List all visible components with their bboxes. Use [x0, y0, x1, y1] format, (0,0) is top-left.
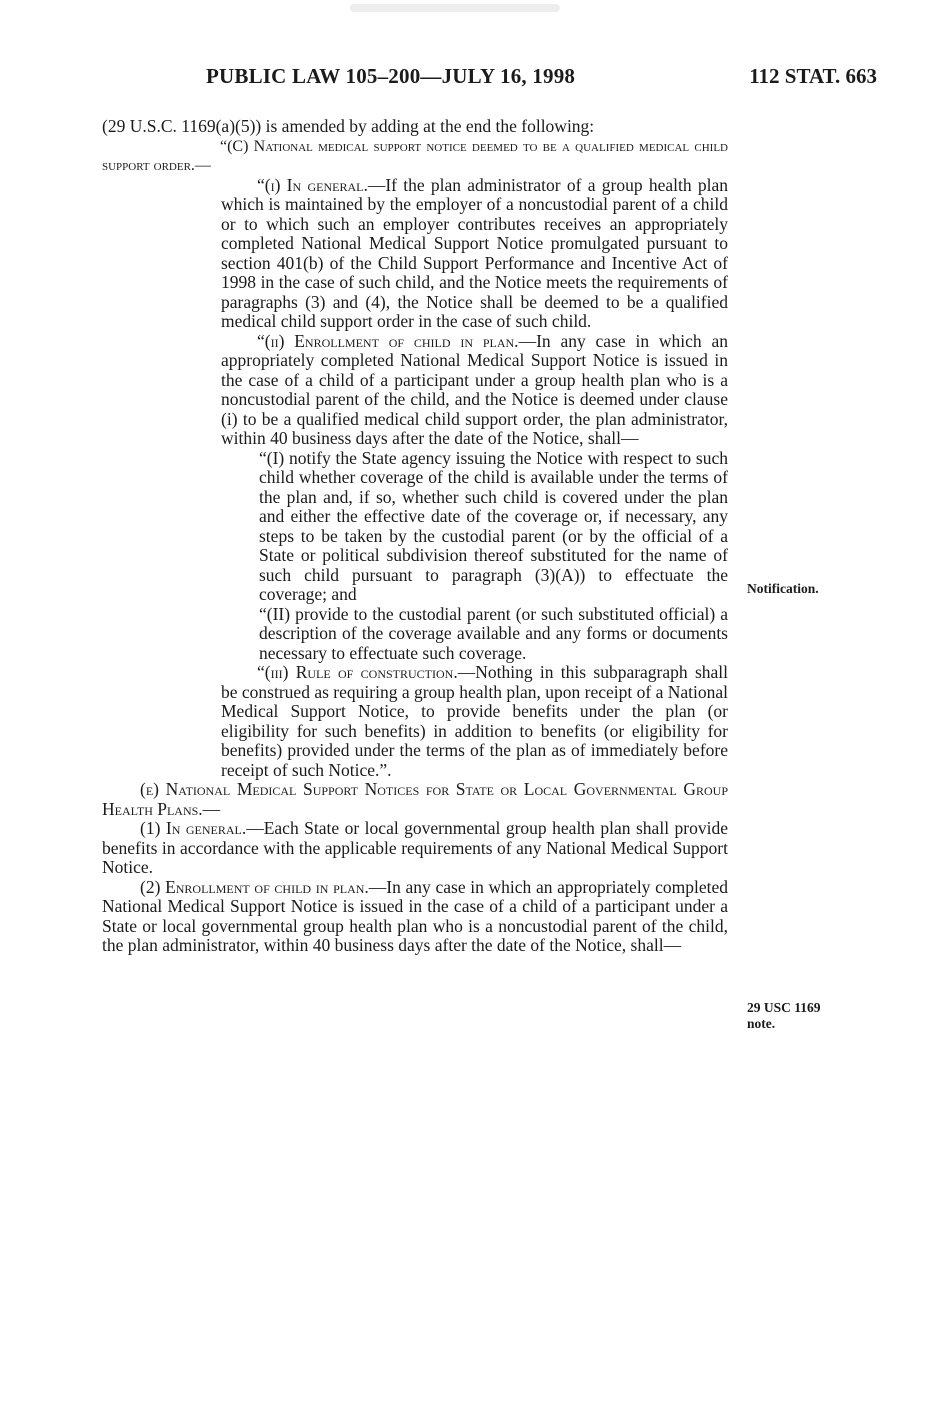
- margin-note-usc-line2: note.: [747, 1016, 776, 1031]
- clause-iii-heading: “(iii) Rule of construction.: [257, 662, 458, 682]
- margin-note-usc-line1: 29 USC 1169: [747, 1000, 821, 1015]
- clause-ii: [221, 332, 728, 449]
- document-body: [102, 117, 728, 956]
- subclause-II: “(II) provide to the custodial parent (or such substituted official) a description of the coverage available and any forms or documents necessary to effectuate such coverage.: [259, 603, 728, 663]
- margin-note-notification: Notification.: [747, 581, 819, 596]
- clause-i-text: —If the plan administrator of a group health plan which is maintained by the employer of a noncustodial parent of a child or to which such an employer contributes receives an appropriately completed National Medical Support Notice promulgated pursuant to section 401(b) of the Child Support Performance and Incentive Act of 1998 in the case of such child, and the Notice meets the requirements of paragraphs (3) and (4), the Notice shall be deemed to be a qualified medical child support order in the case of such child.: [221, 174, 729, 331]
- subparagraph-c-heading: “(C) National medical support notice deemed to be a qualified medical child support order.—: [102, 137, 728, 174]
- clause-ii-text: —In any case in which an appropriately completed National Medical Support Notice is issued in the case of a child of a participant under a group health plan who is a noncustodial parent of the child, and the Notice is deemed under clause (i) to be a qualified medical child support order, the plan administrator, within 40 business days after the date of the Notice, shall—: [221, 330, 728, 448]
- paragraph-1-heading: (1) In general.: [140, 818, 247, 838]
- paragraph-1-text: —Each State or local governmental group health plan shall provide benefits in accordance with the applicable requirements of any National Medical Support Notice.: [102, 818, 728, 877]
- header-stat-page: 112 STAT. 663: [749, 64, 877, 88]
- header-title: PUBLIC LAW 105–200—JULY 16, 1998: [206, 64, 576, 88]
- clause-ii-heading: “(ii) Enrollment of child in plan.: [257, 330, 519, 351]
- paragraph-2: [102, 878, 728, 956]
- page-header: [102, 64, 877, 94]
- paragraph-1: [102, 819, 728, 878]
- clause-iii-text: —Nothing in this subparagraph shall be construed as requiring a group health plan, upon receipt of a National Medical Support Notice, to provide benefits under the plan (or eligibility for such benefits) in addition to benefits (or eligibility for benefits) provided under the terms of the plan as of immediately before receipt of such Notice.”.: [221, 662, 729, 780]
- paragraph-2-heading: (2) Enrollment of child in plan.: [140, 876, 369, 897]
- margin-note-usc-reference: [747, 1000, 847, 1032]
- clause-iii: [221, 663, 728, 780]
- clause-i: [221, 176, 728, 332]
- clause-i-heading: “(i) In general.: [257, 174, 368, 195]
- paragraph-2-text: —In any case in which an appropriately completed National Medical Support Notice is issued in the case of a child of a participant under a State or local governmental group health plan who is a noncustodial parent of the child, the plan administrator, within 40 business days after the date of the Notice, shall—: [102, 876, 728, 955]
- scan-artifact: [350, 4, 560, 12]
- subsection-e-heading: (e) National Medical Support Notices for State or Local Governmental Group Health Plans.—: [102, 779, 728, 819]
- subclause-I: “(I) notify the State agency issuing the Notice with respect to such child whether coverage of the child is available under the terms of the plan and, if so, whether such child is covered under the plan and either the effective date of the coverage or, if necessary, any steps to be taken by the custodial parent (or by the official of a State or political subdivision thereof substituted for the name of such child pursuant to paragraph (3)(A)) to effectuate the coverage; and: [259, 447, 728, 604]
- lead-paragraph: (29 U.S.C. 1169(a)(5)) is amended by adding at the end the following:: [102, 116, 595, 136]
